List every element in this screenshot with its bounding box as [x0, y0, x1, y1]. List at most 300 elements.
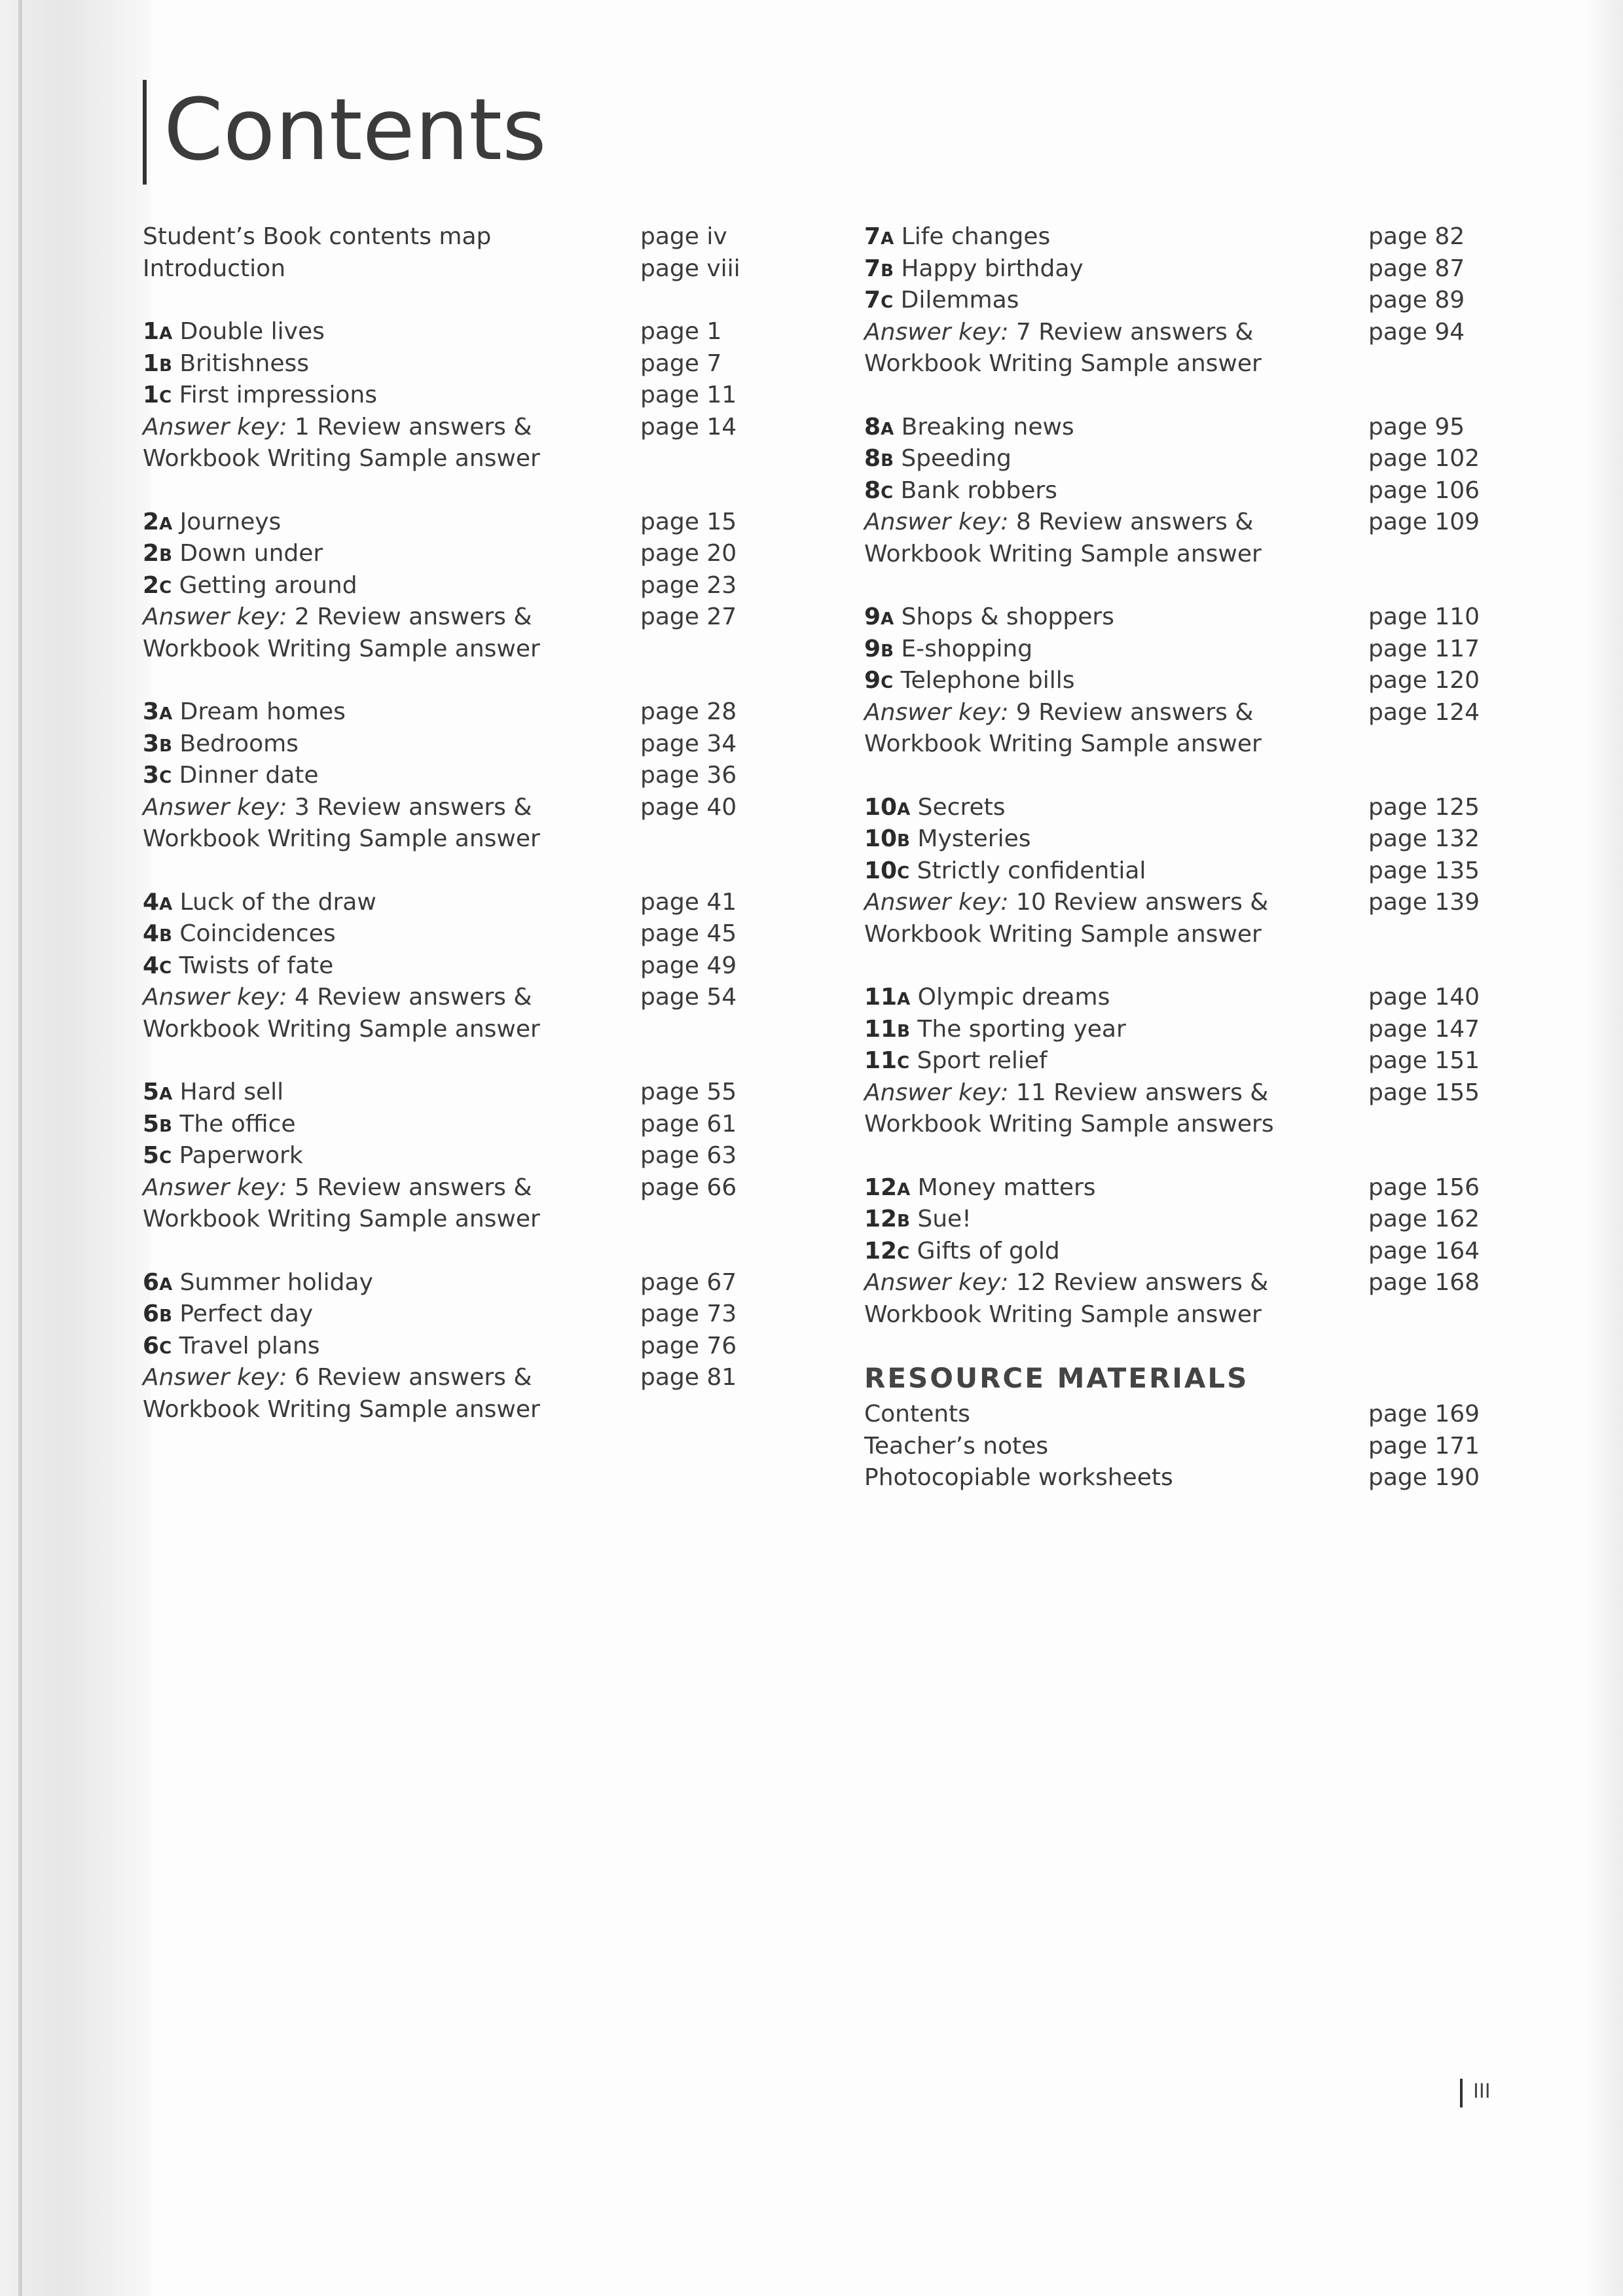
unit-section-letter: B — [881, 641, 894, 661]
unit-number: 11 — [864, 1047, 898, 1074]
unit-number: 8 — [864, 445, 881, 472]
contents-entry — [143, 253, 771, 285]
contents-entry — [143, 1109, 771, 1141]
entry-text: Coincidences — [172, 920, 336, 947]
unit-section-letter: B — [159, 1306, 172, 1326]
unit-number: 1 — [143, 350, 160, 377]
entry-text: Workbook Writing Sample answers — [864, 1111, 1274, 1138]
unit-number: 6 — [143, 1300, 160, 1327]
page-reference: page iv — [640, 223, 727, 250]
entry-title — [143, 221, 491, 253]
entry-title — [143, 982, 532, 1014]
entry-title — [143, 1331, 320, 1365]
unit-section-letter: C — [881, 482, 894, 503]
contents-entry — [864, 412, 1499, 444]
entry-title — [143, 348, 309, 382]
contents-entry — [864, 507, 1499, 539]
entry-title — [864, 792, 1006, 826]
contents-group — [864, 221, 1499, 380]
unit-section-letter: A — [159, 704, 173, 724]
title-rule — [143, 80, 147, 185]
contents-entry — [864, 697, 1499, 729]
page-reference: page 40 — [640, 793, 737, 821]
contents-entry — [864, 1204, 1499, 1236]
contents-entry — [143, 380, 771, 412]
page-binding-edge — [0, 0, 151, 2296]
page-reference: page 41 — [640, 888, 737, 916]
page-reference: page 168 — [1368, 1269, 1480, 1296]
unit-section-letter: C — [159, 768, 172, 787]
page-reference: page 120 — [1368, 667, 1480, 694]
contents-entry — [143, 221, 771, 253]
page-reference: page 124 — [1368, 698, 1480, 726]
entry-title — [143, 728, 299, 762]
page-right-edge — [1584, 0, 1623, 2296]
page-reference: page 106 — [1368, 476, 1480, 504]
entry-title — [864, 919, 1262, 951]
entry-text: 10 Review answers & — [1008, 889, 1269, 916]
contents-entry — [143, 443, 771, 475]
section-heading: RESOURCE MATERIALS — [864, 1362, 1249, 1394]
entry-title — [864, 348, 1262, 380]
unit-section-letter: C — [881, 673, 894, 692]
page-reference: page 34 — [640, 730, 737, 757]
contents-entry — [143, 982, 771, 1014]
unit-section-letter: B — [159, 546, 172, 565]
contents-entry — [143, 760, 771, 792]
entry-title — [864, 285, 1019, 319]
entry-title — [864, 1267, 1268, 1299]
entry-text: Introduction — [143, 255, 286, 282]
entry-text: Dilemmas — [893, 287, 1019, 314]
page-reference: page 162 — [1368, 1206, 1480, 1232]
answer-key-label: Answer key: — [864, 318, 1009, 346]
unit-number: 3 — [143, 762, 160, 789]
unit-section-letter: C — [897, 1243, 910, 1263]
page-reference: page 95 — [1368, 413, 1465, 440]
unit-section-letter: B — [881, 260, 894, 281]
entry-text: Dream homes — [172, 698, 346, 725]
contents-entry — [143, 1077, 771, 1109]
contents-entry — [143, 316, 771, 348]
unit-section-letter: A — [881, 419, 894, 439]
contents-group — [143, 507, 771, 666]
entry-text: Sport relief — [909, 1047, 1048, 1074]
contents-group — [864, 601, 1499, 761]
unit-section-letter: A — [159, 324, 173, 344]
entry-text: 12 Review answers & — [1008, 1269, 1269, 1296]
page-reference: page 54 — [640, 984, 737, 1011]
entry-text: Workbook Writing Sample answer — [864, 540, 1262, 567]
contents-column-right — [864, 221, 1499, 1526]
contents-entry — [864, 285, 1499, 317]
contents-entry — [143, 823, 771, 855]
contents-entry — [143, 1172, 771, 1204]
entry-text: Bedrooms — [172, 730, 299, 757]
unit-section-letter: A — [897, 1179, 911, 1200]
page-reference: page 132 — [1368, 825, 1480, 852]
entry-title — [864, 539, 1262, 571]
entry-title — [864, 887, 1268, 919]
unit-section-letter: C — [897, 863, 910, 883]
entry-title — [864, 1172, 1096, 1206]
unit-section-letter: A — [159, 514, 173, 534]
unit-number: 12 — [864, 1206, 898, 1232]
answer-key-label: Answer key: — [143, 793, 287, 821]
entry-title — [143, 1267, 373, 1301]
entry-title — [143, 1362, 532, 1394]
page-reference: page 87 — [1368, 255, 1465, 282]
entry-title — [143, 1077, 283, 1111]
entry-title — [143, 1109, 296, 1143]
page-reference: page 55 — [640, 1079, 737, 1105]
entry-title — [864, 823, 1030, 857]
contents-group — [143, 887, 771, 1046]
contents-entry — [864, 792, 1499, 824]
entry-title — [864, 855, 1146, 889]
entry-text: 2 Review answers & — [287, 603, 532, 630]
answer-key-label: Answer key: — [864, 1269, 1009, 1296]
page-reference: page 14 — [640, 413, 737, 440]
entry-text: Travel plans — [172, 1332, 320, 1359]
unit-section-letter: A — [881, 609, 894, 629]
entry-title — [143, 412, 532, 444]
contents-group — [864, 982, 1499, 1141]
entry-text: Workbook Writing Sample answer — [143, 1395, 540, 1423]
entry-text: 4 Review answers & — [287, 984, 532, 1011]
entry-title — [864, 412, 1074, 446]
page-reference: page 102 — [1368, 445, 1480, 472]
entry-text: Gifts of gold — [909, 1237, 1060, 1265]
entry-text: Money matters — [910, 1174, 1096, 1201]
entry-title — [143, 316, 325, 350]
page-reference: page 63 — [640, 1142, 737, 1169]
unit-section-letter: A — [881, 229, 894, 249]
entry-title — [864, 1014, 1126, 1048]
unit-number: 5 — [143, 1110, 160, 1138]
entry-title — [864, 317, 1253, 349]
unit-section-letter: A — [897, 799, 911, 819]
page-reference: page 171 — [1368, 1432, 1480, 1460]
page-reference: page 94 — [1368, 318, 1465, 346]
contents-entry — [864, 1236, 1499, 1268]
entry-title — [864, 475, 1057, 509]
contents-entry — [143, 1331, 771, 1363]
contents-entry — [864, 1462, 1499, 1494]
contents-entry — [864, 317, 1499, 349]
entry-text: Photocopiable worksheets — [864, 1464, 1173, 1491]
entry-title — [143, 950, 333, 984]
contents-entry — [864, 1267, 1499, 1299]
unit-section-letter: C — [881, 293, 894, 312]
contents-entry — [864, 1172, 1499, 1204]
unit-number: 9 — [864, 603, 881, 630]
page-reference: page 1 — [640, 318, 722, 345]
unit-number: 12 — [864, 1174, 898, 1201]
contents-group — [143, 1077, 771, 1236]
entry-title — [864, 982, 1110, 1016]
entry-title — [143, 601, 532, 634]
page-reference: page 20 — [640, 540, 737, 567]
contents-entry — [864, 348, 1499, 380]
unit-section-letter: C — [159, 958, 172, 978]
unit-section-letter: B — [159, 355, 172, 376]
entry-text: 7 Review answers & — [1008, 318, 1254, 346]
contents-group — [864, 1172, 1499, 1331]
unit-number: 12 — [864, 1237, 898, 1265]
entry-text: Perfect day — [172, 1300, 314, 1327]
entry-title — [864, 1109, 1274, 1141]
entry-title — [143, 1140, 303, 1174]
contents-entry — [143, 950, 771, 982]
page-reference: page 147 — [1368, 1015, 1480, 1043]
entry-title — [143, 538, 323, 572]
unit-section-letter: A — [159, 1085, 173, 1104]
contents-entry — [143, 1140, 771, 1172]
entry-text: First impressions — [172, 382, 377, 408]
entry-title — [864, 1236, 1060, 1270]
answer-key-label: Answer key: — [143, 984, 287, 1011]
contents-entry — [143, 1394, 771, 1426]
unit-number: 7 — [864, 287, 881, 314]
entry-title — [143, 253, 285, 285]
entry-title — [864, 1399, 970, 1431]
contents-entry — [143, 1362, 771, 1394]
unit-number: 9 — [864, 635, 881, 662]
entry-text: Workbook Writing Sample answer — [143, 445, 540, 472]
contents-column-left — [143, 221, 771, 1457]
answer-key-label: Answer key: — [864, 698, 1009, 726]
entry-text: Down under — [172, 540, 323, 567]
entry-title — [143, 1172, 532, 1204]
contents-entry — [864, 539, 1499, 571]
entry-title — [864, 601, 1114, 636]
unit-number: 4 — [143, 888, 160, 916]
entry-text: Life changes — [894, 223, 1051, 250]
contents-entry — [864, 823, 1499, 855]
entry-text: Journeys — [172, 508, 282, 535]
unit-number: 9 — [864, 667, 881, 694]
unit-section-letter: B — [897, 1021, 910, 1041]
page-reference: page 117 — [1368, 635, 1480, 662]
contents-entry — [864, 887, 1499, 919]
page-reference: page 67 — [640, 1268, 737, 1296]
unit-section-letter: A — [159, 1274, 173, 1295]
contents-entry — [864, 728, 1499, 761]
page-reference: page 28 — [640, 698, 737, 725]
entry-text: Shops & shoppers — [894, 603, 1114, 630]
unit-number: 11 — [864, 984, 898, 1011]
entry-text: 9 Review answers & — [1008, 698, 1254, 726]
answer-key-label: Answer key: — [864, 1079, 1009, 1106]
page-reference: page 89 — [1368, 287, 1465, 314]
entry-text: Sue! — [909, 1206, 972, 1232]
unit-number: 1 — [143, 318, 160, 345]
entry-text: Mysteries — [909, 825, 1031, 852]
entry-title — [143, 696, 346, 730]
unit-section-letter: A — [897, 990, 911, 1009]
contents-entry — [864, 1399, 1499, 1431]
entry-title — [143, 1014, 540, 1046]
contents-entry — [143, 634, 771, 666]
entry-title — [143, 634, 540, 666]
entry-title — [143, 570, 357, 604]
unit-section-letter: B — [881, 451, 894, 471]
entry-title — [864, 221, 1050, 255]
unit-number: 11 — [864, 1015, 898, 1043]
entry-text: Workbook Writing Sample answer — [143, 825, 540, 852]
page-reference: page 7 — [640, 350, 722, 377]
unit-number: 10 — [864, 857, 898, 884]
page-reference: page 156 — [1368, 1174, 1480, 1201]
contents-entry — [143, 696, 771, 728]
entry-text: Twists of fate — [172, 952, 334, 979]
contents-entry — [143, 1267, 771, 1299]
entry-title — [143, 1299, 313, 1333]
unit-number: 10 — [864, 825, 898, 852]
entry-text: Luck of the draw — [172, 888, 376, 916]
unit-section-letter: B — [159, 1116, 172, 1136]
page-reference: page 169 — [1368, 1401, 1480, 1427]
folio-rule — [1460, 2079, 1463, 2108]
entry-title — [864, 253, 1084, 287]
entry-title — [864, 1077, 1268, 1109]
entry-title — [864, 507, 1253, 539]
entry-title — [864, 1462, 1173, 1494]
contents-entry — [864, 855, 1499, 888]
answer-key-label: Answer key: — [864, 889, 1009, 916]
unit-number: 2 — [143, 540, 160, 567]
unit-section-letter: A — [159, 894, 173, 914]
entry-text: Double lives — [172, 318, 325, 345]
contents-entry — [864, 634, 1499, 666]
unit-section-letter: C — [159, 387, 172, 407]
contents-entry — [864, 919, 1499, 951]
entry-text: Hard sell — [172, 1079, 284, 1105]
entry-title — [864, 665, 1075, 699]
contents-entry — [864, 443, 1499, 475]
unit-number: 3 — [143, 698, 160, 725]
entry-title — [864, 1299, 1262, 1331]
entry-text: Olympic dreams — [910, 984, 1110, 1011]
answer-key-label: Answer key: — [143, 603, 287, 630]
contents-entry — [864, 1014, 1499, 1046]
unit-number: 8 — [864, 413, 881, 440]
page-reference: page 45 — [640, 920, 737, 947]
unit-number: 10 — [864, 793, 898, 821]
entry-text: Telephone bills — [893, 667, 1075, 694]
page-reference: page 140 — [1368, 984, 1480, 1011]
entry-text: Britishness — [172, 350, 309, 377]
contents-entry — [864, 982, 1499, 1014]
entry-title — [864, 634, 1032, 668]
contents-entry — [864, 1077, 1499, 1109]
contents-entry — [864, 1299, 1499, 1331]
entry-title — [143, 887, 376, 921]
unit-section-letter: C — [159, 1148, 172, 1168]
entry-text: The office — [172, 1110, 296, 1138]
contents-group — [143, 696, 771, 855]
entry-text: 5 Review answers & — [287, 1174, 532, 1201]
entry-text: Getting around — [172, 571, 357, 599]
answer-key-label: Answer key: — [143, 413, 287, 440]
unit-number: 7 — [864, 223, 881, 250]
entry-text: Workbook Writing Sample answer — [864, 730, 1262, 757]
unit-number: 4 — [143, 952, 160, 979]
contents-entry — [143, 348, 771, 380]
entry-text: Workbook Writing Sample answer — [143, 1206, 540, 1232]
contents-group — [864, 412, 1499, 571]
entry-text: Paperwork — [172, 1142, 303, 1169]
unit-number: 7 — [864, 255, 881, 282]
entry-text: Contents — [864, 1401, 970, 1427]
unit-number: 6 — [143, 1332, 160, 1359]
page-reference: page 110 — [1368, 603, 1480, 630]
entry-text: 3 Review answers & — [287, 793, 532, 821]
contents-entry — [864, 1431, 1499, 1463]
entry-text: Strictly confidential — [909, 857, 1146, 884]
contents-entry — [143, 570, 771, 602]
page-reference: page 190 — [1368, 1464, 1480, 1491]
contents-entry — [143, 887, 771, 919]
entry-title — [864, 1045, 1048, 1079]
entry-title — [864, 697, 1253, 729]
entry-title — [864, 728, 1262, 761]
entry-title — [864, 443, 1012, 477]
unit-number: 2 — [143, 571, 160, 599]
contents-entry — [143, 538, 771, 570]
entry-text: Teacher’s notes — [864, 1432, 1049, 1460]
entry-text: Workbook Writing Sample answer — [864, 350, 1262, 377]
entry-text: Secrets — [910, 793, 1006, 821]
contents-entry — [143, 728, 771, 761]
contents-entry — [864, 221, 1499, 253]
contents-entry — [864, 253, 1499, 285]
page-reference: page 139 — [1368, 889, 1480, 916]
page-reference: page 15 — [640, 508, 737, 535]
unit-section-letter: B — [159, 926, 172, 946]
entry-text: Bank robbers — [893, 476, 1057, 504]
unit-number: 5 — [143, 1079, 160, 1105]
contents-entry — [143, 412, 771, 444]
entry-title — [143, 380, 377, 414]
page-reference: page 73 — [640, 1300, 737, 1327]
entry-title — [143, 792, 532, 824]
unit-number: 8 — [864, 476, 881, 504]
contents-entry — [143, 1204, 771, 1236]
contents-group — [143, 221, 771, 285]
contents-entry — [143, 792, 771, 824]
unit-section-letter: C — [897, 1053, 910, 1073]
contents-group — [864, 1358, 1499, 1494]
contents-group — [143, 316, 771, 475]
contents-entry — [143, 601, 771, 634]
page-reference: page 66 — [640, 1174, 737, 1201]
entry-text: Speeding — [893, 445, 1012, 472]
entry-title — [143, 1204, 540, 1236]
page-reference: page 109 — [1368, 509, 1480, 535]
page-reference: page 82 — [1368, 223, 1465, 250]
unit-section-letter: C — [159, 1338, 172, 1358]
page-reference: page 27 — [640, 603, 737, 630]
page-title: Contents — [164, 80, 547, 179]
unit-section-letter: C — [159, 577, 172, 598]
binding-spine-line — [18, 0, 22, 2296]
contents-entry — [143, 507, 771, 539]
page-reference: page 49 — [640, 952, 737, 979]
page-reference: page 164 — [1368, 1237, 1480, 1265]
entry-title — [143, 1394, 540, 1426]
